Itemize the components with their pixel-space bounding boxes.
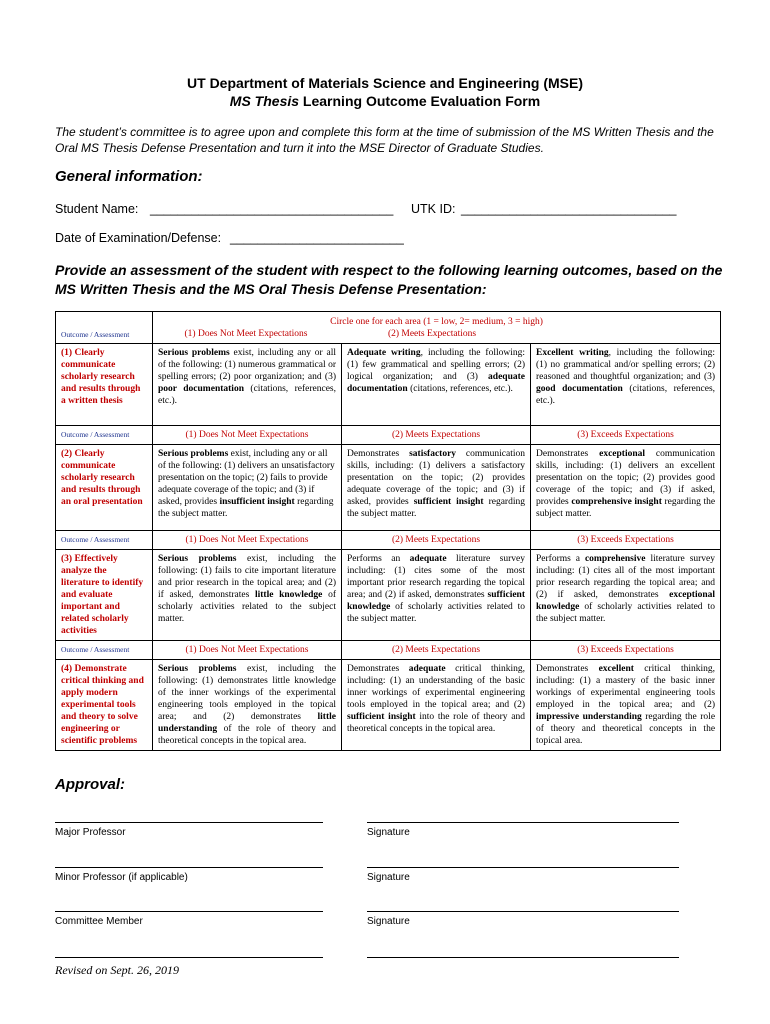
row-3-level-3[interactable]: Performs a comprehensive literature survey including: (1) cites all of the most important prior research regarding the topical area; and (2) if asked, demonstrates exceptional knowledge of scholarly activities related to the subject matter. [531, 550, 721, 641]
outcome-assessment-label: Outcome / Assessment [61, 330, 130, 339]
row-4-level-3[interactable]: Demonstrates excellent critical thinking, including: (1) a mastery of the basic inner workings of experimental engineering tools employed in the topical area; and (2) impressive understanding regarding the role of theory and theoretical concepts in the topical area. [531, 660, 721, 751]
rubric-row-4 [56, 660, 721, 751]
committee-member-label: Committee Member [55, 916, 143, 927]
row-4-l3-header: (3) Exceeds Expectations [531, 641, 721, 660]
outcome-2-text: (2) Clearly communicate scholarly research and results through an oral presentation [61, 449, 143, 507]
rubric-table [55, 311, 721, 751]
row-4-l1-header: (1) Does Not Meet Expectations [153, 641, 342, 660]
rubric-subheader-2 [56, 426, 721, 445]
major-professor-label: Major Professor [55, 827, 126, 838]
row-3-level-1[interactable]: Serious problems exist, including the following: (1) fails to cite important literature and prior research in the topical area; and (2) if asked, demonstrates little knowledge of scholarly activities related to the subject matter. [153, 550, 342, 641]
exam-date-label: Date of Examination/Defense: [55, 231, 222, 245]
rubric-row-1 [56, 344, 721, 426]
row-2-l3-header: (3) Exceeds Expectations [531, 426, 721, 445]
minor-professor-line[interactable] [55, 867, 323, 868]
major-professor-signature-line[interactable] [367, 822, 679, 823]
level-1-header: (1) Does Not Meet Expectations [184, 329, 308, 339]
outcome-3 [56, 550, 153, 641]
outcome-3-text: (3) Effectively analyze the literature to identify and evaluate important and related scholarly activities [61, 554, 144, 636]
signature-label-3: Signature [367, 916, 410, 927]
row-2-level-1[interactable]: Serious problems exist, including any or all of the following: (1) delivers an unsatisfactory presentation on the topic; (2) fails to provide adequate coverage of the topic; and (3) if asked, provides insufficient insight regarding the subject matter. [153, 445, 342, 531]
exam-date-line[interactable]: _________________________ [230, 231, 404, 245]
outcome-2 [56, 445, 153, 531]
row-2-level-3[interactable]: Demonstrates exceptional communication skills, including: (1) delivers an excellent presentation on the topic; (2) provides good coverage of the topic; and (3) if asked, provides comprehensive insight regarding the subject matter. [531, 445, 721, 531]
outcome-assessment-header [56, 312, 153, 344]
committee-member-signature-line[interactable] [367, 911, 679, 912]
row-2-l2-header: (2) Meets Expectations [342, 426, 531, 445]
rubric-row-2 [56, 445, 721, 531]
outcome-4-text: (4) Demonstrate critical thinking and apply modern experimental tools and theory to solve engineering or scientific problems [61, 664, 144, 746]
row-3-l1-header: (1) Does Not Meet Expectations [153, 531, 342, 550]
rubric-subheader-3 [56, 531, 721, 550]
circle-instruction: Circle one for each area (1 = low, 2= medium, 3 = high) [330, 317, 543, 327]
outcome-4 [56, 660, 153, 751]
form-title-line2 [0, 93, 770, 109]
committee-member-line[interactable] [55, 911, 323, 912]
signature-label-2: Signature [367, 872, 410, 883]
rubric-subheader-4 [56, 641, 721, 660]
outcome-1 [56, 344, 153, 426]
outcome-assessment-2: Outcome / Assessment [56, 426, 153, 445]
row-2-level-2[interactable]: Demonstrates satisfactory communication skills, including: (1) delivers a satisfactory presentation on the topic; (2) provides adequate coverage of the topic; and (3) if asked, provides sufficient insight regarding the subject matter. [342, 445, 531, 531]
minor-professor-signature-line[interactable] [367, 867, 679, 868]
extra-member-line[interactable] [55, 957, 323, 958]
rubric-header-row [56, 312, 721, 344]
form-title-line1: UT Department of Materials Science and Engineering (MSE) [187, 75, 583, 91]
general-info-heading: General information: [55, 168, 203, 185]
form-title-italic: MS Thesis [229, 93, 300, 109]
outcome-1-text: (1) Clearly communicate scholarly research and results through a written thesis [61, 348, 141, 406]
row-2-l1-header: (1) Does Not Meet Expectations [153, 426, 342, 445]
row-3-l3-header: (3) Exceeds Expectations [531, 531, 721, 550]
approval-heading: Approval: [55, 776, 126, 793]
row-4-l2-header: (2) Meets Expectations [342, 641, 531, 660]
row-4-level-1[interactable]: Serious problems exist, including the following: (1) demonstrates little knowledge of the inner workings of the experimental engineering tools employed in the topical area; and (2) demonstrates little understanding of the role of theory and theoretical concepts in the topical area. [153, 660, 342, 751]
student-name-line[interactable]: ___________________________________ [150, 202, 394, 216]
row-1-level-1[interactable]: Serious problems exist, including any or all of the following: (1) numerous grammatical or spelling errors; (2) poor organization; and (3) poor documentation (citations, references, etc.). [153, 344, 342, 426]
major-professor-line[interactable] [55, 822, 323, 823]
student-name-label: Student Name: [55, 202, 139, 216]
extra-member-signature-line[interactable] [367, 957, 679, 958]
rubric-row-3 [56, 550, 721, 641]
row-1-level-3[interactable]: Excellent writing, including the following: (1) no grammatical and/or spelling errors; (2) reasoned and thoughtful organization; and (3) good documentation (citations, references, etc.). [531, 344, 721, 426]
form-title-rest: Learning Outcome Evaluation Form [299, 93, 541, 109]
row-1-level-2[interactable]: Adequate writing, including the following: (1) few grammatical and spelling errors; (2) logical organization; and (3) adequate documentation (citations, references, etc.). [342, 344, 531, 426]
intro-text: The student’s committee is to agree upon and complete this form at the time of submission of the MS Written Thesis and the Oral MS Thesis Defense Presentation and turn it into the MSE Director of Graduate Studies. [55, 125, 714, 155]
row-3-l2-header: (2) Meets Expectations [342, 531, 531, 550]
circle-instruction-cell [153, 312, 721, 344]
outcome-assessment-3: Outcome / Assessment [56, 531, 153, 550]
row-3-level-2[interactable]: Performs an adequate literature survey including: (1) cites some of the most important prior research regarding the topical area; and (2) if asked, demonstrates sufficient knowledge of scholarly activities related to the subject matter. [342, 550, 531, 641]
minor-professor-label: Minor Professor (if applicable) [55, 872, 188, 883]
utk-id-line[interactable]: _______________________________ [461, 202, 677, 216]
utk-id-label: UTK ID: [411, 202, 456, 216]
revised-date: Revised on Sept. 26, 2019 [55, 963, 179, 977]
outcome-assessment-4: Outcome / Assessment [56, 641, 153, 660]
row-4-level-2[interactable]: Demonstrates adequate critical thinking, including: (1) an understanding of the basic inner workings of experimental engineering tools employed in the topical area; and (2) sufficient insight into the role of theory and theoretical concepts in the topical area. [342, 660, 531, 751]
assessment-prompt: Provide an assessment of the student with respect to the following learning outcomes, based on the MS Written Thesis and the MS Oral Thesis Defense Presentation: [55, 262, 723, 297]
signature-label-1: Signature [367, 827, 410, 838]
level-2-header: (2) Meets Expectations [387, 329, 477, 339]
